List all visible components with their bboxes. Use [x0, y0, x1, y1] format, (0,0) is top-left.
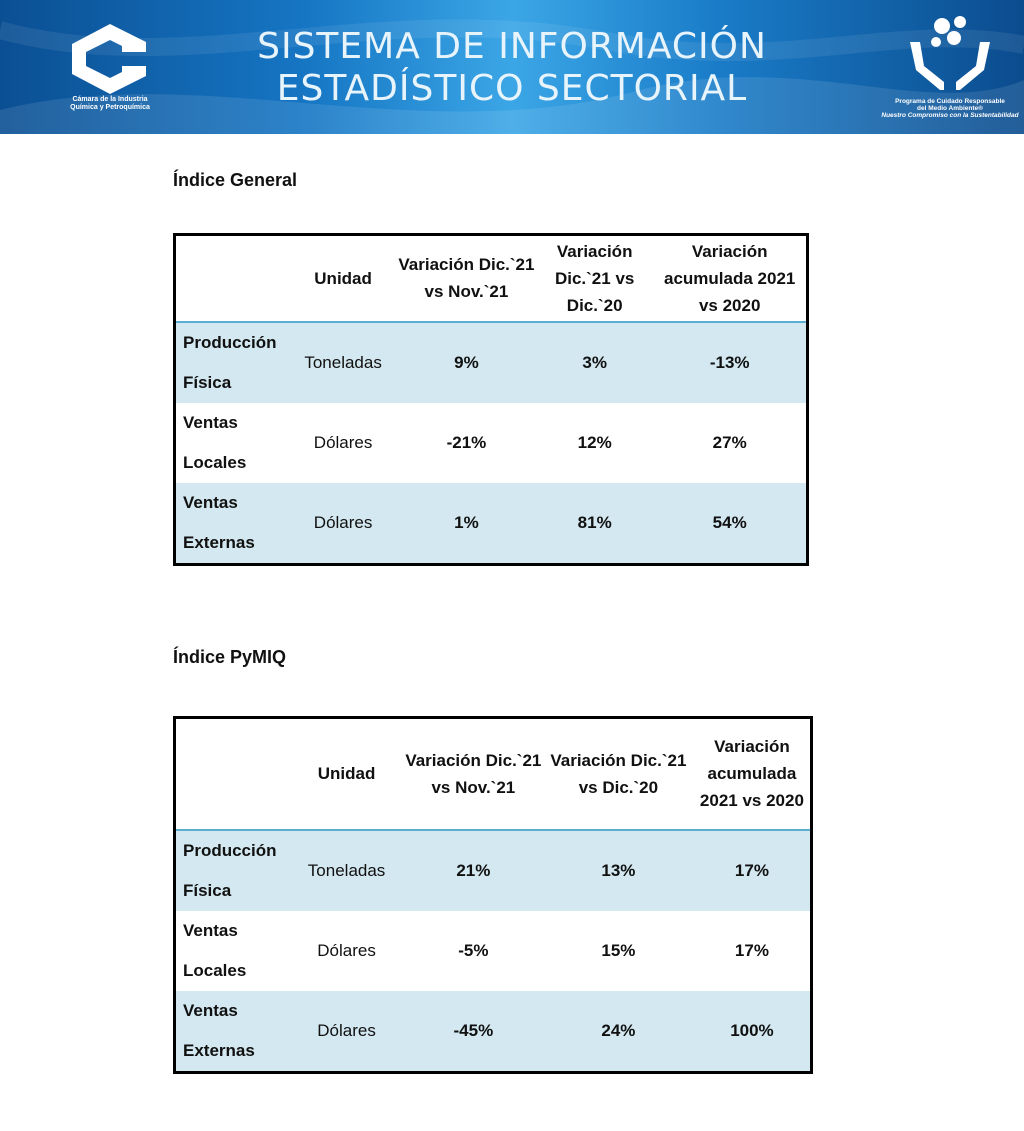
value-cell: 9%	[397, 322, 536, 403]
value-cell: 17%	[694, 830, 812, 911]
row-unit: Toneladas	[289, 322, 397, 403]
responsible-care-logo	[880, 12, 1020, 130]
value-cell: 17%	[734, 940, 769, 960]
responsible-care-caption: Programa de Cuidado Responsable del Medio Ambiente® Nuestro Compromiso con la Sustentabilidad	[881, 98, 1019, 119]
value-cell: 24%	[543, 991, 694, 1073]
table-row	[175, 322, 808, 403]
row-unit: Dólares	[313, 432, 373, 452]
value-cell: 12%	[577, 432, 612, 452]
value-cell: 21%	[404, 830, 543, 911]
header-blank	[175, 718, 290, 830]
value-cell: 81%	[536, 483, 653, 565]
header-variacion-acumulada: Variación acumulada 2021 vs 2020	[694, 718, 812, 830]
header-unidad: Unidad	[289, 235, 397, 322]
header-variacion-mensual: Variación Dic.`21 vs Nov.`21	[397, 235, 536, 322]
row-label: Ventas Externas	[175, 991, 290, 1073]
row-label: Producción Física	[175, 830, 290, 911]
row-label: Producción Física	[175, 322, 290, 403]
value-cell: -5%	[458, 940, 489, 960]
value-cell: 13%	[543, 830, 694, 911]
value-cell: 1%	[397, 483, 536, 565]
table-header-row	[175, 235, 808, 322]
header-unidad: Unidad	[289, 718, 403, 830]
section-title-indice-general: Índice General	[173, 170, 298, 190]
banner-title-line-1: SISTEMA DE INFORMACIÓN	[257, 26, 767, 67]
table-row	[175, 830, 812, 911]
value-cell: -13%	[653, 322, 807, 403]
header-variacion-interanual: Variación Dic.`21 vs Dic.`20	[536, 235, 653, 322]
row-label: Ventas Locales	[183, 412, 247, 472]
row-unit: Dólares	[289, 483, 397, 565]
header-variacion-interanual: Variación Dic.`21 vs Dic.`20	[543, 718, 694, 830]
header-banner	[0, 0, 1024, 134]
row-label: Ventas Locales	[183, 920, 247, 980]
value-cell: 100%	[694, 991, 812, 1073]
row-unit: Toneladas	[289, 830, 403, 911]
table-header-row	[175, 718, 812, 830]
header-blank	[175, 235, 290, 322]
row-unit: Dólares	[317, 940, 376, 960]
value-cell: -45%	[404, 991, 543, 1073]
value-cell: 27%	[712, 432, 747, 452]
ciqyp-logo-caption: Cámara de la Industria Química y Petroquímica	[70, 96, 150, 111]
header-variacion-mensual: Variación Dic.`21 vs Nov.`21	[404, 718, 543, 830]
table-row	[175, 403, 808, 483]
section-title-indice-pymiq: Índice PyMIQ	[173, 647, 287, 667]
table-row	[175, 911, 812, 991]
row-label: Ventas Externas	[175, 483, 290, 565]
banner-title	[0, 26, 1024, 110]
indice-general-table	[173, 233, 809, 566]
value-cell: 54%	[653, 483, 807, 565]
table-row	[175, 991, 812, 1073]
header-variacion-acumulada: Variación acumulada 2021 vs 2020	[653, 235, 807, 322]
value-cell: 3%	[536, 322, 653, 403]
banner-title-line-2: ESTADÍSTICO SECTORIAL	[276, 68, 748, 109]
indice-pymiq-table	[173, 716, 813, 1074]
hands-globe-icon	[880, 12, 1020, 96]
table-row	[175, 483, 808, 565]
value-cell: 15%	[601, 940, 636, 960]
row-unit: Dólares	[289, 991, 403, 1073]
value-cell: -21%	[446, 432, 487, 452]
